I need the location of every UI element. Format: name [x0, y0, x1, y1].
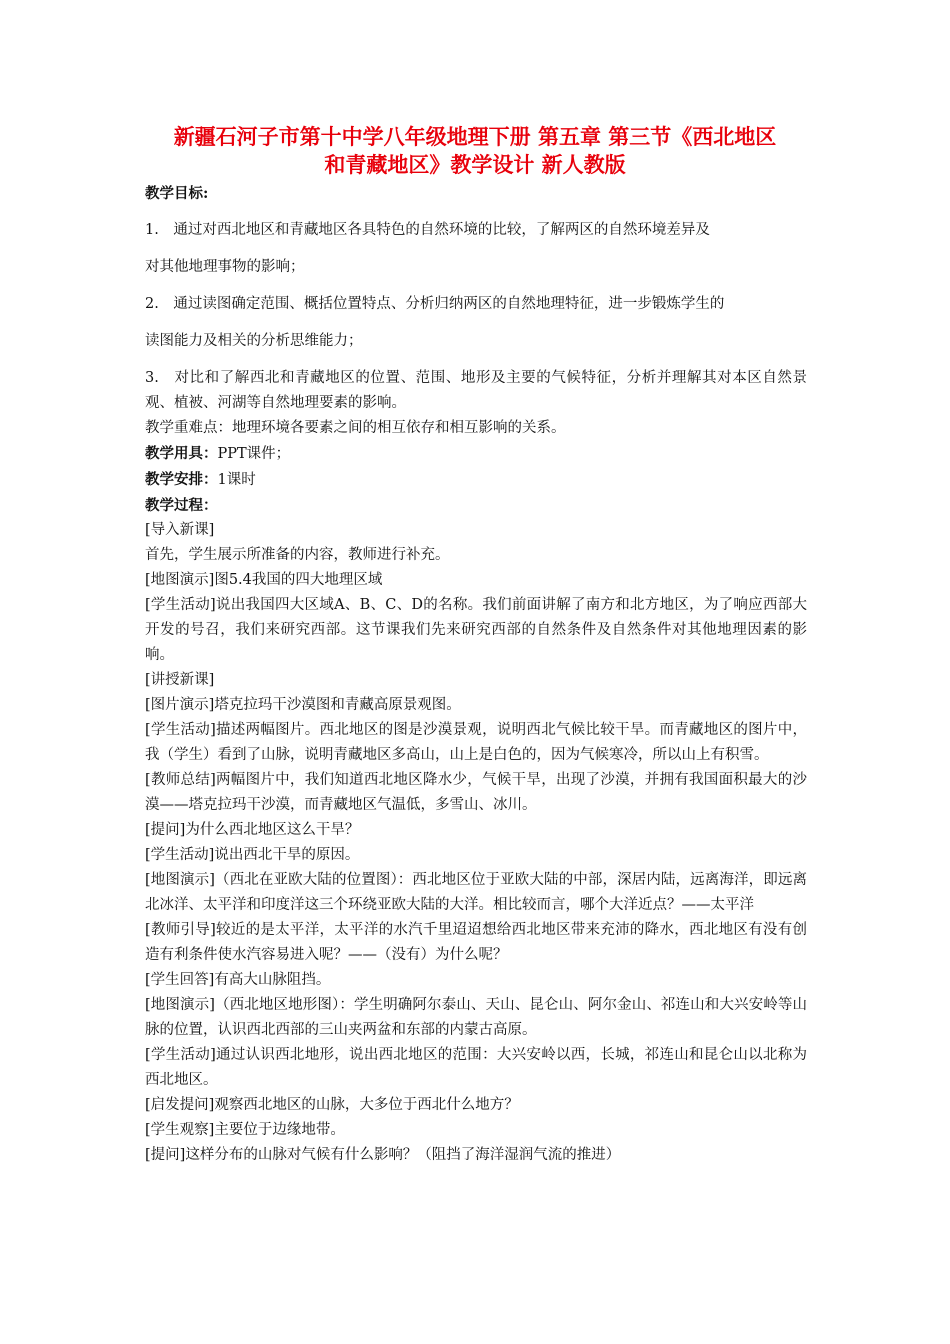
teaching-schedule [145, 467, 807, 493]
process-heading: 教学过程： [145, 497, 218, 514]
objective-1-line-1: 1. 通过对西北地区和青藏地区各具特色的自然环境的比较，了解两区的自然环境差异及 [145, 222, 710, 238]
process-paragraph: [地图演示]（西北地区地形图）：学生明确阿尔泰山、天山、昆仑山、阿尔金山、祁连山和大兴安岭等山脉的位置，认识西北西部的三山夹两盆和东部的内蒙古高原。 [145, 997, 807, 1038]
process-paragraph: [学生活动]说出西北干旱的原因。 [145, 847, 360, 863]
process-paragraph: [教师引导]较近的是太平洋，太平洋的水汽千里迢迢想给西北地区带来充沛的降水，西北地区有没有创造有利条件使水汽容易进入呢？——（没有）为什么呢？ [145, 922, 807, 963]
teaching-tools-label: 教学用具： [145, 445, 218, 462]
objective-2-line-1: 2. 通过读图确定范围、概括位置特点、分析归纳两区的自然地理特征，进一步锻炼学生的 [145, 296, 725, 312]
process-paragraph: [学生回答]有高大山脉阻挡。 [145, 972, 331, 988]
process-paragraph: [教师总结]两幅图片中，我们知道西北地区降水少，气候干旱，出现了沙漠，并拥有我国面积最大的沙漠——塔克拉玛干沙漠，而青藏地区气温低，多雪山、冰川。 [145, 772, 807, 813]
process-paragraph: [学生活动]通过认识西北地形，说出西北地区的范围：大兴安岭以西，长城，祁连山和昆仑山以北称为西北地区。 [145, 1047, 807, 1088]
document-title-line-1: 新疆石河子市第十中学八年级地理下册 第五章 第三节《西北地区 [173, 125, 777, 149]
objective-3: 3. 对比和了解西北和青藏地区的位置、范围、地形及主要的气候特征，分析并理解其对本区自然景观、植被、河湖等自然地理要素的影响。 [145, 370, 807, 411]
process-paragraph: [学生活动]描述两幅图片。西北地区的图是沙漠景观，说明西北气候比较干旱。而青藏地区的图片中，我（学生）看到了山脉，说明青藏地区多高山，山上是白色的，因为气候寒冷，所以山上有积雪。 [145, 722, 807, 763]
teaching-tools [145, 441, 807, 467]
process-paragraph: [学生观察]主要位于边缘地带。 [145, 1122, 345, 1138]
document-title-line-2: 和青藏地区》教学设计 新人教版 [324, 153, 626, 177]
process-paragraph: [图片演示]塔克拉玛干沙漠图和青藏高原景观图。 [145, 697, 461, 713]
process-paragraph: [学生活动]说出我国四大区域A、B、C、D的名称。我们前面讲解了南方和北方地区，为了响应西部大开发的号召，我们来研究西部。这节课我们先来研究西部的自然条件及自然条件对其他地理因素的影响。 [145, 597, 807, 663]
process-paragraph: [提问]这样分布的山脉对气候有什么影响？（阻挡了海洋湿润气流的推进） [145, 1147, 621, 1163]
teaching-tools-value: PPT课件； [217, 446, 291, 462]
key-points: 教学重难点：地理环境各要素之间的相互依存和相互影响的关系。 [145, 420, 566, 436]
process-paragraph: [提问]为什么西北地区这么干旱？ [145, 822, 360, 838]
teaching-schedule-value: 1课时 [217, 472, 256, 488]
process-paragraph: [地图演示]（西北在亚欧大陆的位置图）：西北地区位于亚欧大陆的中部，深居内陆，远离海洋，即远离北冰洋、太平洋和印度洋这三个环绕亚欧大陆的大洋。相比较而言，哪个大洋近点？——太平洋 [145, 872, 807, 913]
document-body [145, 181, 807, 1168]
teaching-schedule-label: 教学安排： [145, 471, 218, 488]
objective-2-line-2: 读图能力及相关的分析思维能力； [145, 333, 363, 349]
objectives-heading: 教学目标: [145, 185, 209, 202]
objective-1-line-2: 对其他地理事物的影响； [145, 259, 305, 275]
process-paragraph: [地图演示]图5.4我国的四大地理区域 [145, 572, 383, 588]
process-paragraph: 首先，学生展示所准备的内容，教师进行补充。 [145, 547, 450, 563]
process-paragraph: [导入新课] [145, 522, 215, 538]
process-paragraph: [讲授新课] [145, 672, 215, 688]
process-paragraph: [启发提问]观察西北地区的山脉，大多位于西北什么地方？ [145, 1097, 519, 1113]
